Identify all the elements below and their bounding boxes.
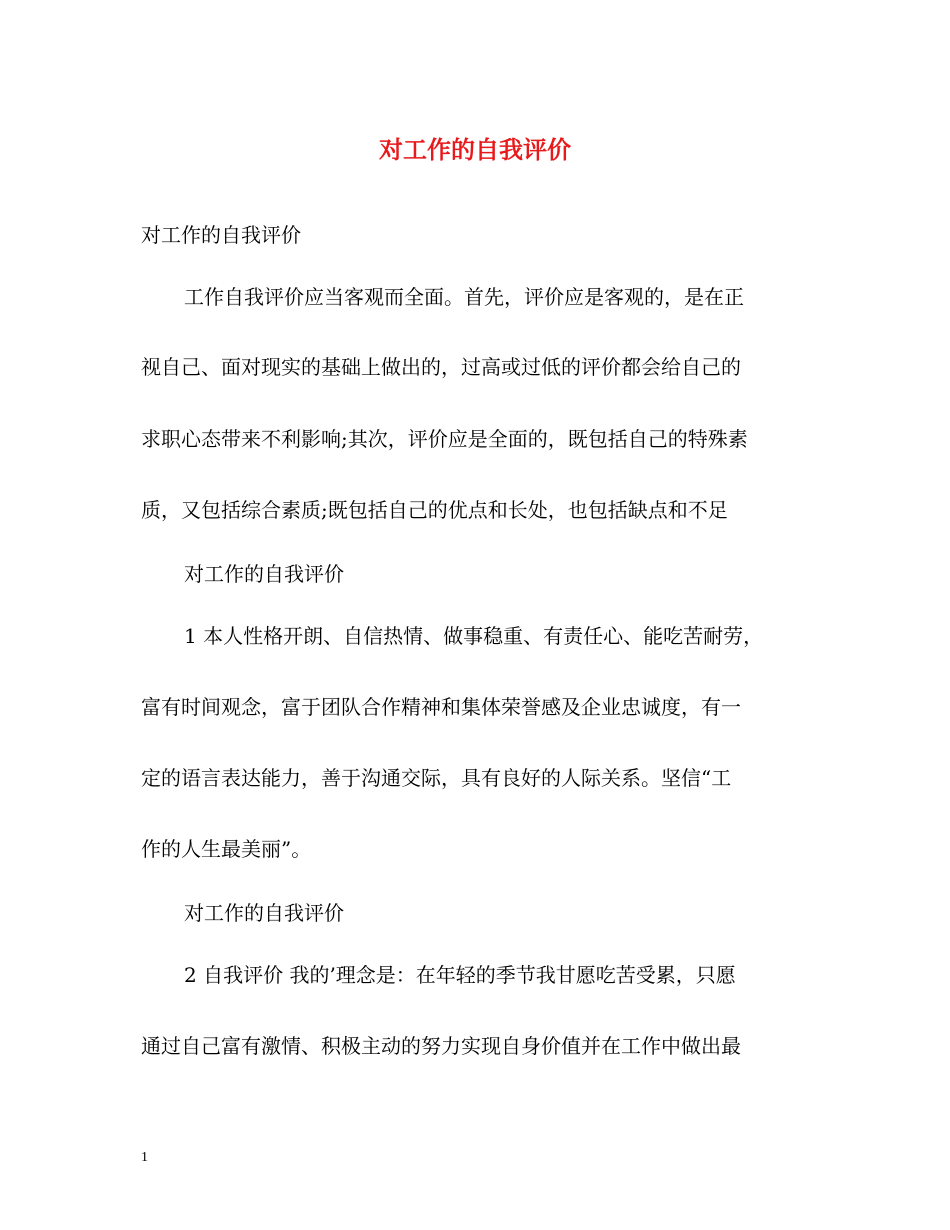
paragraph-line: 求职心态带来不利影响;其次，评价应是全面的，既包括自己的特殊素: [141, 427, 748, 451]
paragraph-line: 视自己、面对现实的基础上做出的，过高或过低的评价都会给自己的: [141, 355, 741, 379]
paragraph-line: 质，又包括综合素质;既包括自己的优点和长处，也包括缺点和不足: [141, 498, 728, 522]
section-heading: 对工作的自我评价: [184, 562, 344, 586]
document-title: 对工作的自我评价: [379, 135, 571, 164]
paragraph-line: 2 自我评价 我的’理念是：在年轻的季节我甘愿吃苦受累，只愿: [184, 963, 736, 987]
paragraph-line: 通过自己富有激情、积极主动的努力实现自身价值并在工作中做出最: [141, 1034, 741, 1058]
section-heading: 对工作的自我评价: [184, 901, 344, 925]
paragraph-line: 作的人生最美丽”。: [141, 837, 312, 861]
paragraph-line: 1 本人性格开朗、自信热情、做事稳重、有责任心、能吃苦耐劳，: [184, 624, 764, 648]
section-heading: 对工作的自我评价: [141, 223, 301, 247]
page-number: 1: [141, 1150, 148, 1165]
paragraph-line: 富有时间观念，富于团队合作精神和集体荣誉感及企业忠诚度，有一: [141, 695, 741, 719]
paragraph-line: 定的语言表达能力，善于沟通交际，具有良好的人际关系。坚信“工: [141, 766, 732, 790]
paragraph-line: 工作自我评价应当客观而全面。首先，评价应是客观的，是在正: [184, 285, 744, 309]
